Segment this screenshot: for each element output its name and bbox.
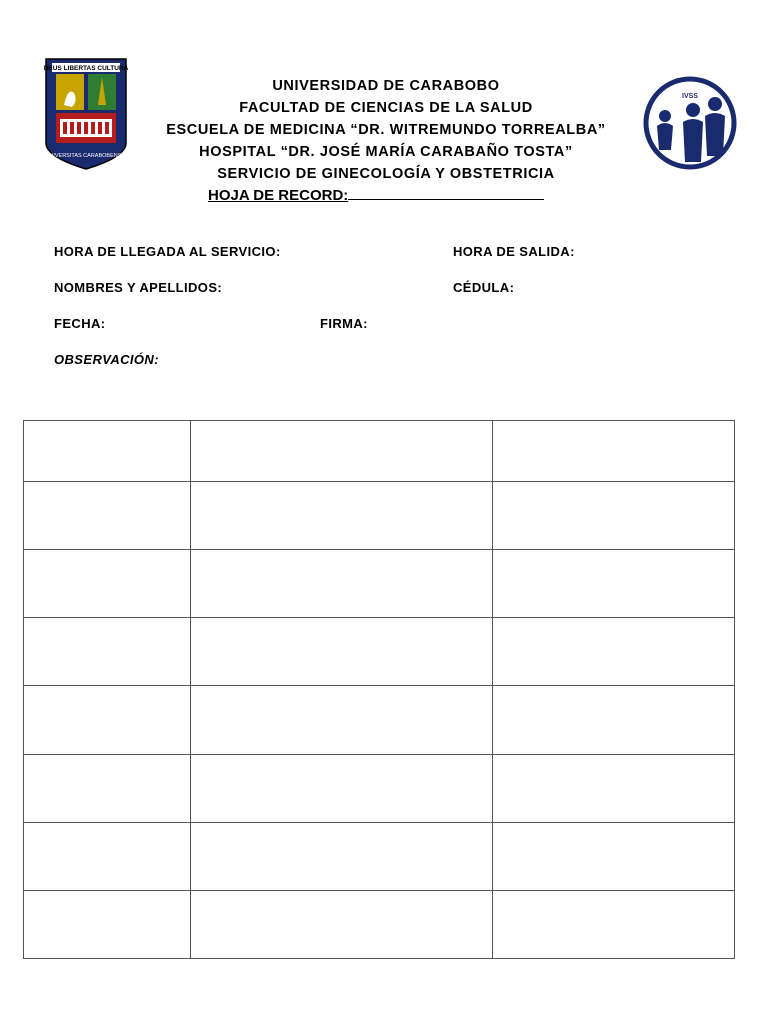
table-cell[interactable] (191, 421, 493, 482)
table-row (24, 550, 735, 618)
university-name: UNIVERSIDAD DE CARABOBO (272, 78, 500, 94)
table-row (24, 618, 735, 686)
record-title-blank-line (348, 185, 544, 200)
table-cell[interactable] (191, 890, 493, 958)
table-cell[interactable] (24, 822, 191, 890)
signature-label: FIRMA: (320, 316, 368, 331)
observation-label: OBSERVACIÓN: (54, 352, 159, 367)
table-cell[interactable] (493, 482, 735, 550)
table-cell[interactable] (493, 686, 735, 754)
service-name: SERVICIO DE GINECOLOGÍA Y OBSTETRICIA (217, 166, 555, 182)
table-cell[interactable] (191, 482, 493, 550)
table-row (24, 822, 735, 890)
table-cell[interactable] (24, 618, 191, 686)
record-sheet-title (208, 185, 544, 206)
arrival-time-label: HORA DE LLEGADA AL SERVICIO: (54, 244, 281, 259)
table-cell[interactable] (24, 482, 191, 550)
table-cell[interactable] (191, 822, 493, 890)
table-cell[interactable] (191, 754, 493, 822)
table-cell[interactable] (493, 822, 735, 890)
table-cell[interactable] (24, 686, 191, 754)
table-cell[interactable] (191, 550, 493, 618)
table-cell[interactable] (24, 421, 191, 482)
table-cell[interactable] (191, 686, 493, 754)
hospital-name: HOSPITAL “DR. JOSÉ MARÍA CARABAÑO TOSTA” (199, 144, 573, 160)
table-row (24, 482, 735, 550)
id-number-label: CÉDULA: (453, 280, 515, 295)
table-row (24, 686, 735, 754)
ivss-label: IVSS (682, 93, 698, 100)
university-shield-logo (44, 57, 128, 171)
table-cell[interactable] (191, 618, 493, 686)
table-row (24, 754, 735, 822)
table-row (24, 421, 735, 482)
shield-ribbon: UNIVERSITAS CARABOBENSIS (45, 153, 127, 159)
shield-motto: DEUS LIBERTAS CULTURA (44, 65, 128, 72)
record-title-text: HOJA DE RECORD: (208, 187, 349, 204)
school-name: ESCUELA DE MEDICINA “DR. WITREMUNDO TORREALBA” (166, 122, 606, 138)
table-cell[interactable] (493, 890, 735, 958)
record-table (23, 420, 735, 959)
table-cell[interactable] (493, 618, 735, 686)
ivss-logo (643, 76, 737, 170)
table-cell[interactable] (24, 550, 191, 618)
table-row (24, 890, 735, 958)
departure-time-label: HORA DE SALIDA: (453, 244, 575, 259)
full-name-label: NOMBRES Y APELLIDOS: (54, 280, 223, 295)
document-header (140, 75, 632, 185)
table-cell[interactable] (24, 890, 191, 958)
faculty-name: FACULTAD DE CIENCIAS DE LA SALUD (239, 100, 533, 116)
table-cell[interactable] (493, 421, 735, 482)
table-cell[interactable] (493, 754, 735, 822)
table-cell[interactable] (24, 754, 191, 822)
date-label: FECHA: (54, 316, 106, 331)
table-cell[interactable] (493, 550, 735, 618)
